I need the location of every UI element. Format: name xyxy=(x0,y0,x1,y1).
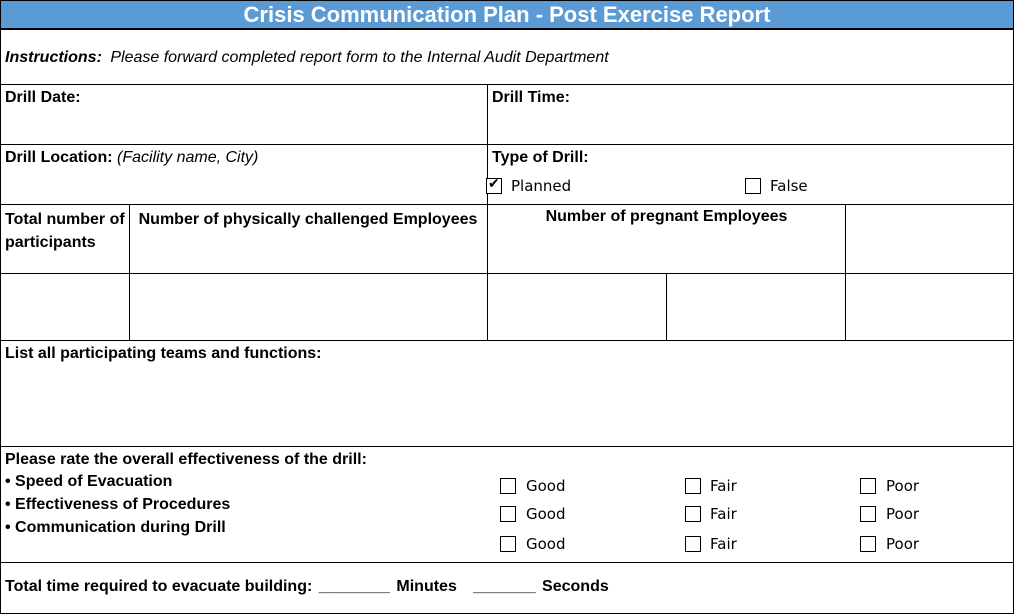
speed-poor-checkbox[interactable] xyxy=(860,478,876,494)
procedures-good-label: Good xyxy=(526,505,566,523)
type-of-drill-label: Type of Drill: xyxy=(492,149,589,166)
false-label: False xyxy=(770,177,808,195)
communication-good-label: Good xyxy=(526,535,566,553)
extra-field[interactable] xyxy=(846,274,1012,340)
drill-date-label: Drill Date: xyxy=(5,89,81,106)
header-physically-challenged: Number of physically challenged Employees xyxy=(138,211,478,228)
communication-poor-label: Poor xyxy=(886,535,920,553)
physically-challenged-field[interactable] xyxy=(130,274,487,340)
divider xyxy=(1,562,1013,563)
instructions-text: Please forward completed report form to the Internal Audit Department xyxy=(110,49,609,66)
instructions xyxy=(5,49,609,67)
pregnant-employees-field-1[interactable] xyxy=(488,274,666,340)
drill-time-field[interactable] xyxy=(489,106,1011,143)
drill-location xyxy=(5,149,258,167)
teams-field[interactable] xyxy=(2,366,1012,445)
divider xyxy=(1,446,1013,447)
header-blank xyxy=(846,205,1012,272)
planned-label: Planned xyxy=(511,177,572,195)
procedures-good-checkbox[interactable] xyxy=(500,506,516,522)
total-participants-field[interactable] xyxy=(2,274,129,340)
speed-good-checkbox[interactable] xyxy=(500,478,516,494)
procedures-fair-checkbox[interactable] xyxy=(685,506,701,522)
criterion-communication: • Communication during Drill xyxy=(5,519,226,536)
evacuation-time-label: Total time required to evacuate building: xyxy=(5,578,313,595)
divider xyxy=(1,84,1013,85)
criterion-procedures: • Effectiveness of Procedures xyxy=(5,496,231,513)
header-total-participants: Total number of participants xyxy=(5,211,125,251)
communication-fair-label: Fair xyxy=(710,535,737,553)
drill-location-label: Drill Location: xyxy=(5,149,113,166)
speed-poor-label: Poor xyxy=(886,477,920,495)
seconds-input[interactable]: _______ xyxy=(473,578,536,595)
header-pregnant-employees: Number of pregnant Employees xyxy=(545,208,788,225)
minutes-input[interactable]: ________ xyxy=(318,578,390,595)
divider xyxy=(1,144,1013,145)
communication-good-checkbox[interactable] xyxy=(500,536,516,552)
procedures-poor-checkbox[interactable] xyxy=(860,506,876,522)
speed-good-label: Good xyxy=(526,477,566,495)
drill-date-field[interactable] xyxy=(2,106,486,143)
pregnant-employees-field-2[interactable] xyxy=(667,274,845,340)
drill-time-label: Drill Time: xyxy=(492,89,570,106)
procedures-fair-label: Fair xyxy=(710,505,737,523)
divider xyxy=(1,340,1013,341)
speed-fair-label: Fair xyxy=(710,477,737,495)
planned-checkbox[interactable] xyxy=(486,178,502,194)
teams-label: List all participating teams and functions: xyxy=(5,345,322,362)
evacuation-time xyxy=(5,578,609,596)
communication-poor-checkbox[interactable] xyxy=(860,536,876,552)
false-checkbox[interactable] xyxy=(745,178,761,194)
drill-location-field[interactable] xyxy=(2,168,486,203)
drill-location-hint: (Facility name, City) xyxy=(117,149,259,166)
rating-prompt: Please rate the overall effectiveness of the drill: xyxy=(5,451,367,468)
seconds-label: Seconds xyxy=(542,578,609,595)
instructions-label: Instructions: xyxy=(5,49,102,66)
speed-fair-checkbox[interactable] xyxy=(685,478,701,494)
procedures-poor-label: Poor xyxy=(886,505,920,523)
criterion-speed: • Speed of Evacuation xyxy=(5,473,173,490)
page-title: Crisis Communication Plan - Post Exercise Report xyxy=(1,1,1013,30)
communication-fair-checkbox[interactable] xyxy=(685,536,701,552)
minutes-label: Minutes xyxy=(396,578,457,595)
